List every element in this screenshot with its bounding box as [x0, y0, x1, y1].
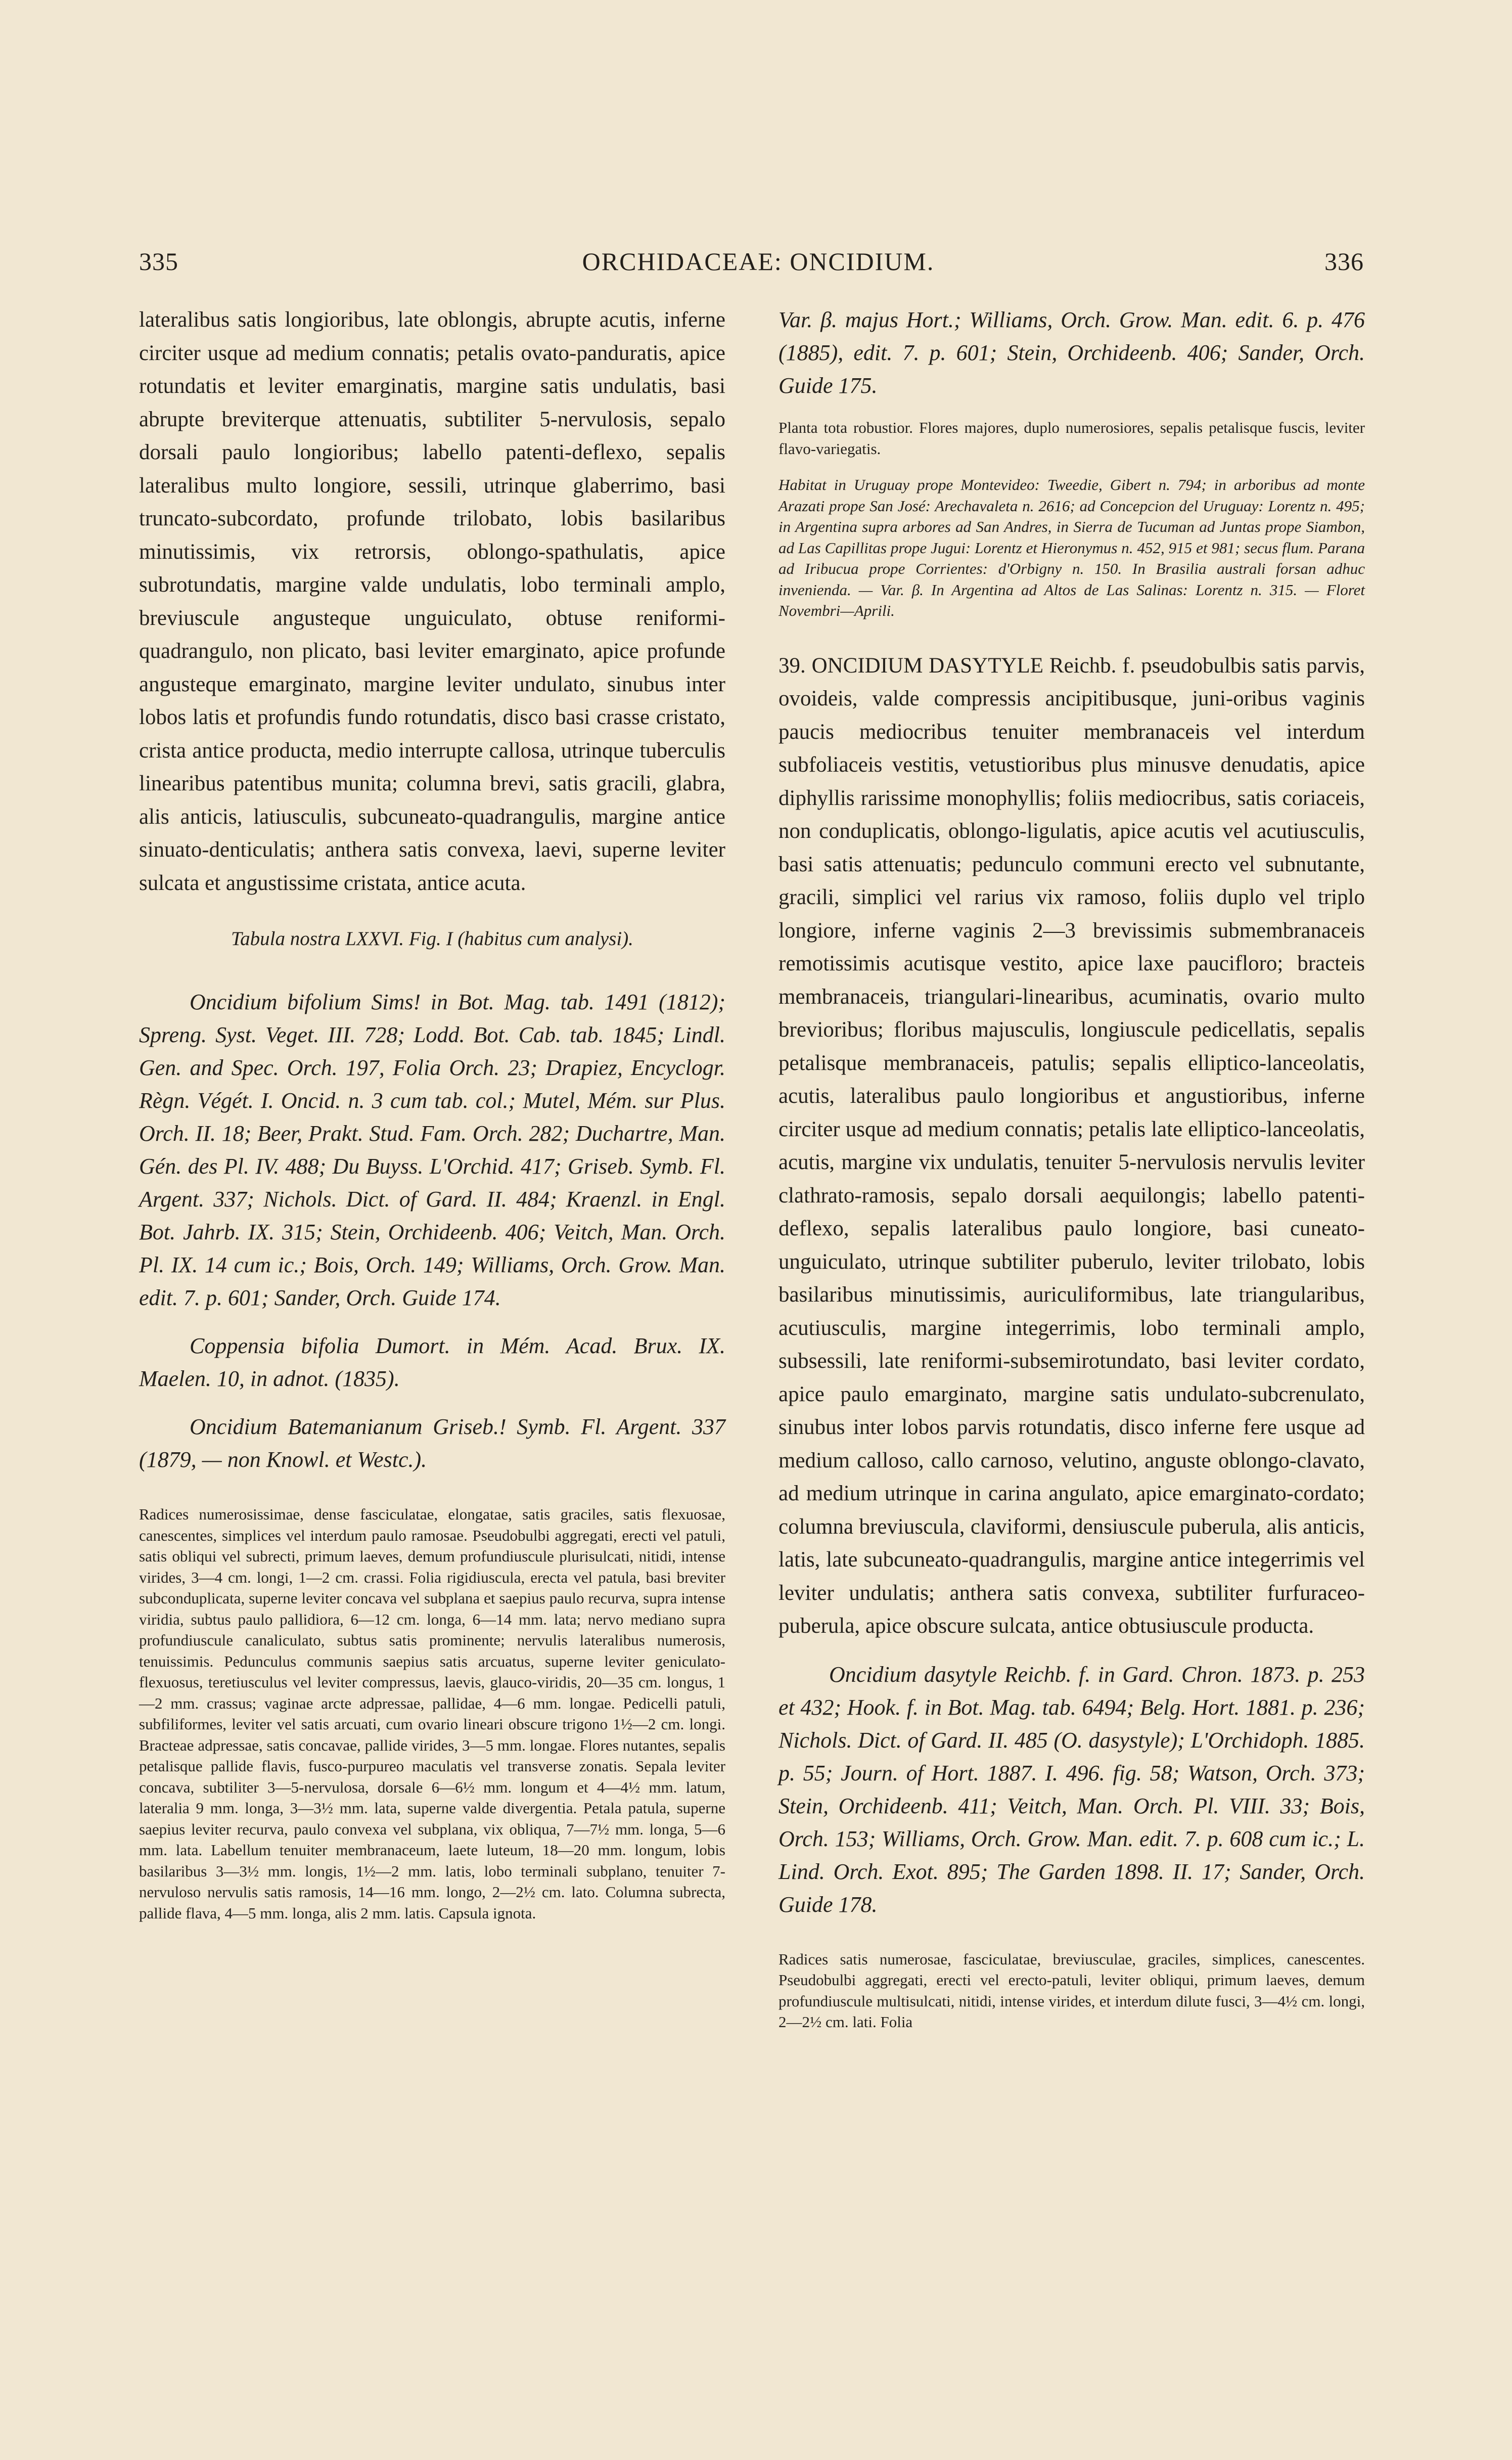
- description-dasytyle: Radices satis numerosae, fasciculatae, breviusculae, graciles, simplices, canescentes. Pseudobulbi aggregati, erecti vel erecto-patuli, leviter obliqui, primum laeves, demum profundiuscule multisulcati, nitidi, intense virides, et interdum dilute fusci, 3—4½ cm. longi, 2—2½ cm. lati. Folia: [778, 1950, 1365, 2031]
- habitat: Habitat in Uruguay prope Montevideo: Tweedie, Gibert n. 794; in arboribus ad monte Arazati prope San José: Arechavaleta n. 2616; ad Concepcion del Uruguay: Lorentz n. 495; in Argentina supra arbores ad San Andres, in Sierra de Tucuman ad Juntas prope Siambon, ad Las Capillitas prope Jugui: Lorentz et Hieronymus n. 452, 915 et 981; secus flum. Parana ad Iribucua prope Corrientes: d'Orbigny n. 150. In Brasilia australi forsan adhuc invenienda. — Var. β. In Argentina ad Altos de Las Salinas: Lorentz n. 315. — Floret Novembri—Aprili.: [778, 476, 1365, 619]
- right-column: [778, 303, 1365, 2033]
- synonymy-batemanianum: Oncidium Batemanianum Griseb.! Symb. Fl. Argent. 337 (1879, — non Knowl. et Westc.).: [139, 1414, 725, 1472]
- page-number-left: 335: [139, 247, 178, 276]
- diagnosis-continued: lateralibus satis longioribus, late oblongis, abrupte acutis, inferne circiter usque ad medium connatis; petalis ovato-panduratis, apice rotundatis et leviter emarginatis, margine satis undulatis, basi abrupte breviterque attenuatis, subtiliter 5-nervulosis, sepalo dorsali paulo longioribus; labello patenti-deflexo, sepalis lateralibus multo longiore, sessili, utrinque glaberrimo, basi truncato-subcordato, profunde trilobato, lobis basilaribus minutissimis, vix retrorsis, oblongo-spathulatis, apice subrotundatis, margine valde undulatis, lobo terminali amplo, breviuscule angusteque unguiculato, obtuse reniformi-quadrangulo, non plicato, basi leviter emarginato, apice profunde angusteque emarginato, margine leviter undulato, sinubus inter lobos latis et profundis fundo rotundatis, disco basi crasse cristato, crista antice producta, medio interrupte callosa, utrinque tuberculis linearibus patentibus munita; columna brevi, satis gracili, glabra, alis anticis, latiusculis, subcuneato-quadrangulis, margine antice sinuato-denticulatis; anthera satis convexa, laevi, superne leviter sulcata et angustissime cristata, antice acuta.: [139, 308, 725, 895]
- left-column: [139, 303, 725, 1924]
- description-bifolium: Radices numerosissimae, densе fasciculatae, elongatae, satis graciles, satis flexuosae, canescentes, simplices vel interdum paulo ramosae. Pseudobulbi aggregati, erecti vel patuli, satis obliqui vel subrecti, primum laeves, demum profundiuscule plurisulcati, nitidi, intense virides, 3—4 cm. longi, 1—2 cm. crassi. Folia rigidiuscula, erecta vel patula, basi breviter subconduplicata, superne leviter concava vel subplana et saepius paulo recurva, supra intense viridia, subtus paulo pallidiora, 6—12 cm. longa, 6—14 mm. lata; nervo mediano supra profundiuscule canaliculato, subtus satis prominente; nervulis lateralibus numerosis, tenuissimis. Pedunculus communis saepius satis arcuatus, superne leviter geniculato-flexuosus, teretiusculus vel leviter compressus, laevis, glauco-viridis, 20—35 cm. longus, 1—2 mm. crassus; vaginae arcte adpressae, pallidae, 4—6 mm. longae. Pedicelli patuli, subfiliformes, leviter vel satis arcuati, cum ovario lineari obscure trigono 1½—2 cm. longi. Bracteae adpressae, satis concavae, pallide virides, 3—5 mm. longae. Flores nutantes, sepalis petalisque pallide flavis, fusco-purpureo maculatis vel transverse zonatis. Sepala leviter concava, subtiliter 3—5-nervulosa, dorsale 6—6½ mm. longum et 4—4½ mm. latum, lateralia 9 mm. longa, 3—3½ mm. lata, superne valde divergentia. Petala patula, superne saepius leviter recurva, paulo convexa vel subplana, vix obliqua, 7—7½ mm. longa, 5—6 mm. lata. Labellum tenuiter membranaceum, laete luteum, 18—20 mm. longum, lobis basilaribus 3—3½ mm. longis, 1½—2 mm. latis, lobo terminali subplano, tenuiter 7-nervuloso nervulis satis ramosis, 14—16 mm. longo, 2—2½ cm. lato. Columna subrecta, pallide flava, 4—5 mm. longa, alis 2 mm. latis. Capsula ignota.: [139, 1505, 725, 1922]
- species-diagnosis-dasytyle: 39. ONCIDIUM DASYTYLE Reichb. f. pseudobulbis satis parvis, ovoideis, valde compressis ancipitibusque, juni-oribus vaginis paucis mediocribus tenuiter membranaceis vel interdum subfoliaceis vestitis, vetustioribus plus minusve denudatis, apice diphyllis rarissime monophyllis; foliis mediocribus, satis coriaceis, non conduplicatis, oblongo-ligulatis, apice acutis vel acutiusculis, basi satis attenuatis; pedunculo communi erecto vel subnutante, gracili, simplici vel rarius vix ramoso, foliis duplo vel triplo longiore, inferne vaginis 2—3 brevissimis submembranaceis remotissimis acutisque vestito, apice laxe paucifloro; bracteis membranaceis, triangulari-linearibus, acuminatis, ovario multo brevioribus; floribus majusculis, longiuscule pedicellatis, sepalis petalisque membranaceis, patulis; sepalis elliptico-lanceolatis, acutis, lateralibus paulo longioribus et angustioribus, inferne circiter usque ad medium connatis; petalis late elliptico-lanceolatis, acutis, margine vix undulatis, tenuiter 5-nervulosis nervulis leviter clathrato-ramosis, sepalo dorsali aequilongis; labello patenti-deflexo, sepalis lateralibus paulo longiore, basi cuneato-unguiculato, utrinque subtiliter puberulo, leviter trilobato, lobis basilaribus minutissimis, auriculiformibus, late triangularibus, acutiusculis, margine integerrimis, lobo terminali amplo, subsessili, late reniformi-subsemirotundato, basi leviter cordato, apice paulo emarginato, margine satis undulato-subcrenulato, sinubus inter lobos parvis rotundatis, disco inferne fere usque ad medium calloso, callo carnoso, velutino, anguste oblongo-clavato, ad medium utrinque in carina angulato, apice emarginato-cordato; columna breviuscula, claviformi, densiuscule puberula, alis anticis, latis, late subcuneato-quadrangulis, margine antice integerrimis vel leviter undulatis; anthera satis convexa, subtiliter furfuraceo-puberula, apice obscure sulcata, antice obtusiuscule producta.: [778, 653, 1365, 1638]
- plate-reference: Tabula nostra LXXVI. Fig. I (habitus cum analysi).: [231, 928, 633, 950]
- synonymy-dasytyle: Oncidium dasytyle Reichb. f. in Gard. Chron. 1873. p. 253 et 432; Hook. f. in Bot. Mag. tab. 6494; Belg. Hort. 1881. p. 236; Nichols. Dict. of Gard. II. 485 (O. dasystyle); L'Orchidoph. 1885. p. 55; Journ. of Hort. 1887. I. 496. fig. 58; Watson, Orch. 373; Stein, Orchideenb. 411; Veitch, Man. Orch. Pl. VIII. 33; Bois, Orch. 153; Williams, Orch. Grow. Man. edit. 7. p. 608 cum ic.; L. Lind. Orch. Exot. 895; The Garden 1898. II. 17; Sander, Orch. Guide 178.: [778, 1662, 1365, 1917]
- page-number-right: 336: [1324, 247, 1364, 276]
- synonymy-oncidium-bifolium: Oncidium bifolium Sims! in Bot. Mag. tab. 1491 (1812); Spreng. Syst. Veget. III. 728; Lodd. Bot. Cab. tab. 1845; Lindl. Gen. and Spec. Orch. 197, Folia Orch. 23; Drapiez, Encyclogr. Règn. Végét. I. Oncid. n. 3 cum tab. col.; Mutel, Mém. sur Plus. Orch. II. 18; Beer, Prakt. Stud. Fam. Orch. 282; Duchartre, Man. Gén. des Pl. IV. 488; Du Buyss. L'Orchid. 417; Griseb. Symb. Fl. Argent. 337; Nichols. Dict. of Gard. II. 484; Kraenzl. in Engl. Bot. Jahrb. IX. 315; Stein, Orchideenb. 406; Veitch, Man. Orch. Pl. IX. 14 cum ic.; Bois, Orch. 149; Williams, Orch. Grow. Man. edit. 7. p. 601; Sander, Orch. Guide 174.: [139, 990, 725, 1310]
- synonymy-coppensia: Coppensia bifolia Dumort. in Mém. Acad. Brux. IX. Maelen. 10, in adnot. (1835).: [139, 1333, 725, 1391]
- running-header: ORCHIDACEAE: ONCIDIUM.: [582, 247, 935, 276]
- variety-description: Planta tota robustior. Flores majores, duplo numerosiores, sepalis petalisque fuscis, leviter flavo-variegatis.: [778, 419, 1365, 458]
- variety-majus: Var. β. majus Hort.; Williams, Orch. Grow. Man. edit. 6. p. 476 (1885), edit. 7. p. 601; Stein, Orchideenb. 406; Sander, Orch. Guide 175.: [778, 307, 1365, 398]
